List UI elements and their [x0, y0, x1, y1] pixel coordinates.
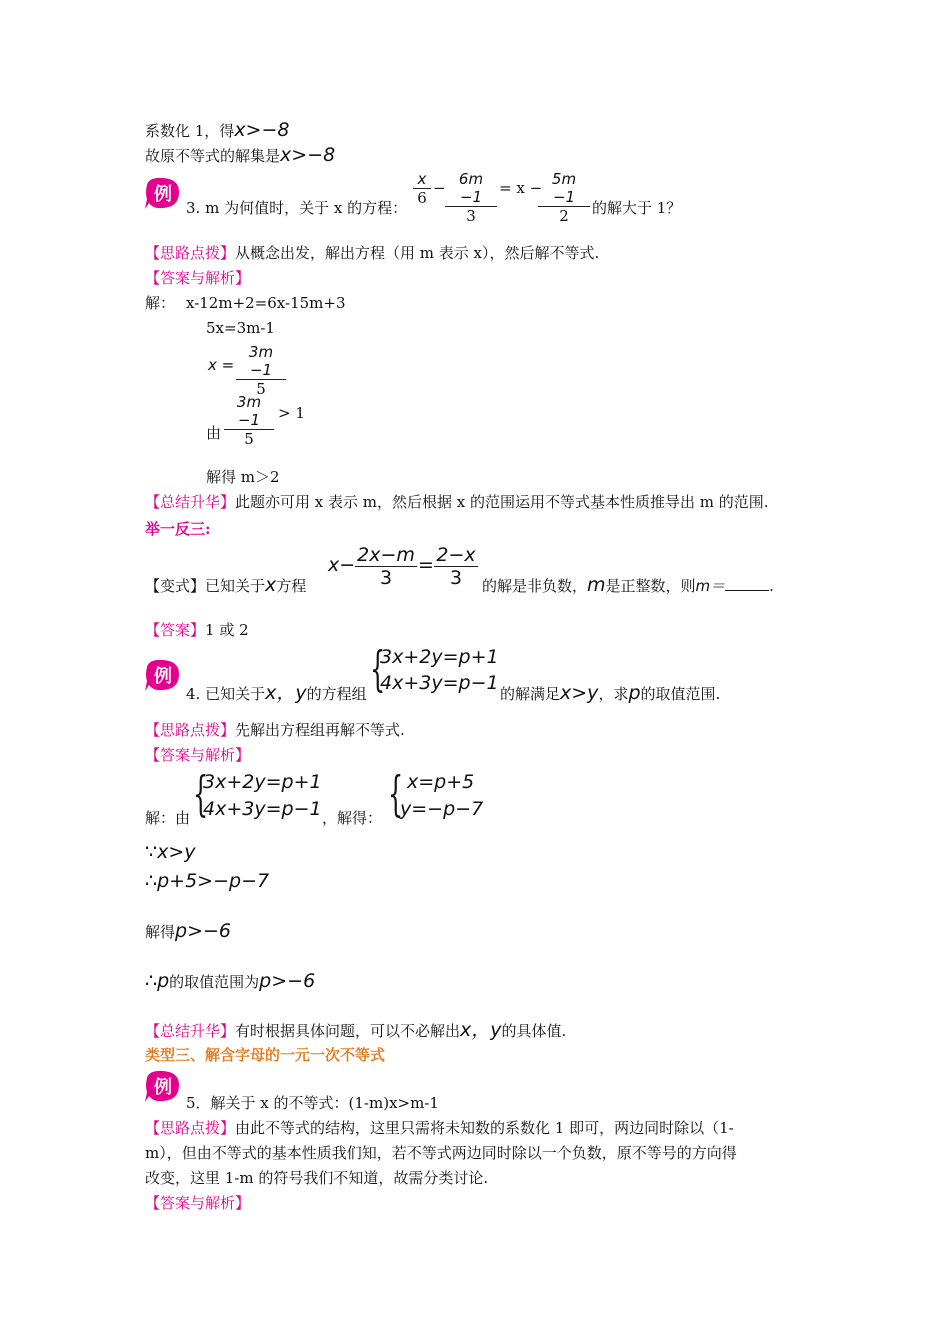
- ex3-answer-tag: 【答案与解析】: [145, 269, 251, 287]
- ex4-sol-prefix: 解：由: [145, 809, 191, 827]
- ex4-prompt-a: 4. 已知关于x，y的方程组: [186, 682, 367, 704]
- ex3-solution-label: 解：: [145, 294, 176, 312]
- variant-frac-1: $\frac{2x-m}{3}$: [355, 544, 417, 589]
- ex5-hint-line-1: 【思路点拨】由此不等式的结构，这里只需将未知数的系数化 1 即可，两边同时除以（1-: [145, 1119, 734, 1137]
- ex4-res-eq-1: x=p+5: [407, 771, 475, 793]
- section-heading-type3: 类型三、解含字母的一元一次不等式: [145, 1046, 386, 1064]
- ex4-solve: 解得p>−6: [145, 920, 232, 942]
- ex4-prompt-b: 的解满足x>y，求p的取值范围.: [500, 682, 721, 704]
- top-line-2-text: 故原不等式的解集是: [145, 147, 281, 165]
- ex4-therefore-1: ∴p+5>−p−7: [145, 870, 270, 892]
- ex3-minus: −: [433, 179, 446, 197]
- variant-eq: =: [418, 554, 434, 576]
- ex3-suffix: 的解大于 1？: [592, 199, 682, 217]
- top-line-2: [145, 145, 335, 166]
- ex4-sol-mid: ，解得：: [322, 809, 383, 827]
- svg-text:例: 例: [154, 666, 172, 687]
- ex5-answer-tag: 【答案与解析】: [145, 1194, 251, 1212]
- ex4-summary: 【总结升华】有时根据具体问题，可以不必解出x，y的具体值.: [145, 1019, 567, 1041]
- variant-line-tail: 的解是非负数，m是正整数，则m＝ .: [482, 574, 774, 596]
- top-line-1-text: 系数化 1，得: [145, 122, 235, 140]
- variant-frac-2: $\frac{2-x}{3}$: [434, 544, 478, 589]
- ex3-summary: 【总结升华】此题亦可用 x 表示 m，然后根据 x 的范围运用不等式基本性质推导出 m 的范围.: [145, 493, 769, 511]
- ex3-step-5: 解得 m＞2: [206, 468, 280, 486]
- ex3-step-4-rhs: > 1: [278, 404, 305, 422]
- example-badge-icon: [143, 657, 183, 693]
- example-badge-icon: [143, 1068, 183, 1104]
- ex4-hint: 【思路点拨】先解出方程组再解不等式.: [145, 721, 405, 739]
- hint-tag: 【思路点拨】: [145, 244, 236, 262]
- variant-heading: 举一反三:: [145, 520, 211, 538]
- ex4-system-brace: {: [370, 641, 386, 697]
- ex4-answer-tag: 【答案与解析】: [145, 746, 251, 764]
- top-line-1: [145, 120, 290, 141]
- svg-text:例: 例: [154, 184, 172, 205]
- ex5-hint-line-2: m），但由不等式的基本性质我们知，若不等式两边同时除以一个负数，原不等号的方向得: [145, 1144, 737, 1162]
- ex3-step-4-frac: $\frac{3m -1}{5}$: [224, 393, 274, 448]
- ex5-prompt: 5．解关于 x 的不等式：(1-m)x>m-1: [186, 1094, 439, 1112]
- ex4-res-brace: {: [388, 766, 404, 822]
- ex3-step-1: x-12m+2=6x-15m+3: [186, 294, 346, 312]
- variant-line: 【变式】已知关于x方程: [145, 574, 307, 596]
- ex3-prompt: 3. m 为何值时，关于 x 的方程：: [186, 199, 408, 217]
- ex3-step-2: 5x=3m-1: [206, 319, 275, 337]
- ex4-range: ∴p的取值范围为p>−6: [145, 970, 316, 992]
- ex3-step-3-frac: $\frac{3m -1}{5}$: [236, 343, 286, 398]
- example-badge-icon: [143, 175, 183, 211]
- ex4-sol-eq-1: 3x+2y=p+1: [203, 771, 322, 793]
- answer-blank: [725, 576, 769, 591]
- ex3-frac-3: $\frac{5m -1}{2}$: [538, 170, 590, 225]
- ex3-step-4-prefix: 由: [206, 424, 222, 442]
- variant-answer: 【答案】1 或 2: [145, 621, 249, 639]
- ex3-frac-1: $\frac{x}{6}$: [413, 170, 431, 207]
- ex4-sol-brace: {: [193, 766, 209, 822]
- ex4-because: ∵x>y: [145, 841, 196, 863]
- ex5-hint-line-3: 改变，这里 1-m 的符号我们不知道，故需分类讨论.: [145, 1169, 489, 1187]
- variant-eq-lhs: x−: [328, 554, 356, 576]
- ex4-system-eq-2: 4x+3y=p−1: [380, 672, 499, 694]
- ex3-eq-mid: = x −: [499, 179, 543, 197]
- ex4-sol-eq-2: 4x+3y=p−1: [203, 798, 322, 820]
- ex4-system-eq-1: 3x+2y=p+1: [380, 646, 499, 668]
- ex3-step-3-lhs: x =: [208, 356, 235, 374]
- ex4-res-eq-2: y=−p−7: [400, 798, 484, 820]
- ex3-hint: 【思路点拨】从概念出发，解出方程（用 m 表示 x），然后解不等式.: [145, 244, 600, 262]
- top-line-2-math: x>−8: [280, 144, 336, 166]
- top-line-1-math: x>−8: [234, 119, 290, 141]
- svg-text:例: 例: [154, 1077, 172, 1098]
- ex3-frac-2: $\frac{6m -1}{3}$: [445, 170, 497, 225]
